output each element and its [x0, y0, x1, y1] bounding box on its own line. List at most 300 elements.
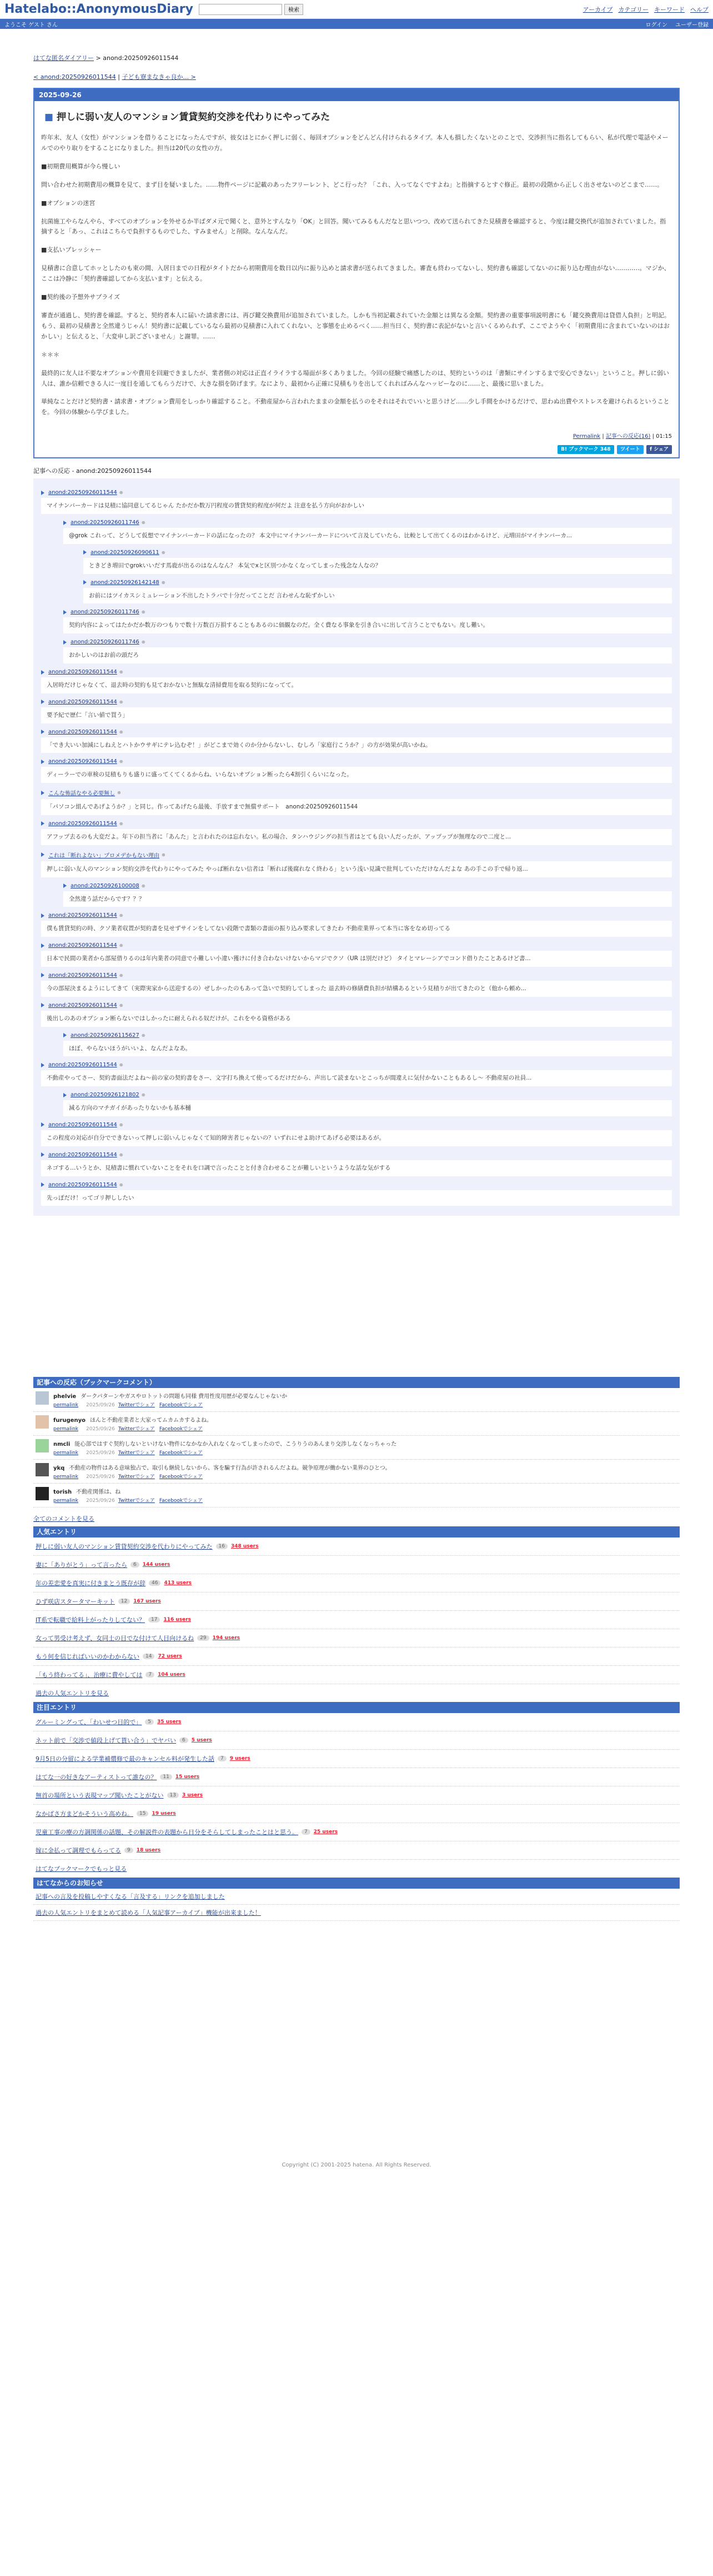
bookmark-comments-header: 記事への反応（ブックマークコメント） — [33, 1377, 680, 1388]
reaction-link[interactable]: anond:20250926011544 — [48, 1062, 117, 1069]
reaction-node — [41, 729, 672, 753]
attention-entry — [33, 1805, 680, 1823]
reaction-text: ネゴする…いうとか、見積書に慣れていないことをそれを口調で言ったことと付き合わせることが難しいというような話な気がする — [41, 1160, 672, 1176]
popular-entry — [33, 1611, 680, 1629]
bookmark-line — [53, 1463, 391, 1471]
attention-entry-link[interactable]: 9月5日の分留による学業補償修で最のキャンセル料が発生した話 — [36, 1755, 214, 1763]
reaction-id-row — [41, 942, 672, 948]
popular-more-wrap — [33, 1684, 680, 1702]
reaction-expand-icon[interactable]: ⊕ — [119, 1182, 123, 1187]
avatar[interactable] — [36, 1391, 49, 1405]
reaction-id-row — [63, 639, 672, 645]
reaction-id-row — [63, 1032, 672, 1039]
notice-link[interactable]: 過去の人気エントリをまとめて読める「人気記事アーカイブ」機能が出来ました！ — [36, 1909, 261, 1917]
reaction-link[interactable]: anond:20250926100008 — [71, 882, 139, 889]
bookmark-users-link[interactable]: 116 users — [163, 1617, 192, 1623]
entry-footer: Permalink | 記事への反応(16) | 01:15 — [573, 433, 672, 440]
twitter-share-link[interactable]: Twitterでシェア — [118, 1498, 155, 1504]
popular-entries-header: 人気エントリ — [33, 1526, 680, 1537]
bookmark-body — [53, 1463, 391, 1480]
reaction-link[interactable]: anond:20250926115627 — [71, 1032, 139, 1039]
entry-paragraph: 抗菌施工やらなんやら、すべてのオプションを外せるか半ばダメ元で聞くと、意外とすんなり「OK」と回答。聞いてみるもんだなと思いつつ、改めて送られてきた見積書を確認すると、今度は鍵交換代が追加されていました。指摘すると「あっ、これはこちらで負担するものでした、すみません」と削除。なんなんだ。 — [41, 217, 666, 236]
reactions-link[interactable]: 記事への反応(16) — [605, 433, 651, 440]
register-link[interactable]: ユーザー登録 — [675, 22, 709, 28]
popular-entry-link[interactable]: 「もう終わってる」、治療に費やしては — [36, 1671, 143, 1679]
all-comments-wrap — [33, 1514, 680, 1523]
popular-entry — [33, 1537, 680, 1556]
reaction-link[interactable]: anond:20250926011544 — [48, 758, 117, 765]
entry-paragraph: ■支払いプレッシャー — [41, 246, 102, 254]
attention-entry-link[interactable]: 嫁に金払って調理でもらってる — [36, 1847, 121, 1855]
comment-count-badge: 17 — [148, 1617, 160, 1623]
bookmark-meta — [53, 1425, 212, 1432]
comment-count-badge: 12 — [118, 1599, 130, 1604]
bookmark-users-link[interactable]: 104 users — [158, 1672, 185, 1678]
attention-entry — [33, 1731, 680, 1750]
bookmark-user[interactable]: nmcli — [53, 1441, 71, 1448]
bookmark-users-link[interactable]: 348 users — [230, 1544, 259, 1550]
reaction-link[interactable]: anond:20250926011544 — [48, 820, 117, 827]
reaction-text: ほぼ、やらないほうがいいよ、なんだよなあ。 — [63, 1041, 672, 1057]
category-link[interactable]: カテゴリー — [618, 6, 649, 13]
reaction-expand-icon[interactable]: ⊕ — [141, 520, 145, 526]
reaction-id-row — [83, 550, 672, 556]
entry-paragraph: 最終的に友人は不要なオプションや費用を回避できましたが、業者側の対応は正直イライラする場面が多くありました。今回の経験で痛感したのは、契約というのは「書類にサインするまで安心できない」ということ。押しに弱い人は、誰か信頼できる人に一度目を通してもらうだけで、大きな損を防げます。なにより、最初から正確に見積もりを出してくれればみんなハッピーなのに……と、最後に思いました。 — [41, 369, 669, 387]
bookmark-comment-text: 能心部ではすぐ契約しないといけない物件になかなか入れなくなってしまったので、こうりうのあんまり交渉しなくなっちゃった — [74, 1441, 397, 1448]
reaction-node — [41, 1002, 672, 1027]
entry-title: ■ 押しに弱い友人のマンション賃貸契約交渉を代わりにやってみた — [44, 109, 672, 123]
reaction-link[interactable]: anond:20250926011544 — [48, 1151, 117, 1158]
reaction-node — [83, 580, 672, 604]
entry-paragraph: 昨年末、友人（女性）がマンションを借りることになったんですが、彼女はとにかく押しに弱く、毎回オプションをどんどん付けられるタイプ。本人も損したくないとのことで、交渉担当に指名してもらい、私が代理で電話やメールでのやり取りをすることになりました。担当は20代の女性の方。 — [41, 134, 669, 152]
bookmark-body — [53, 1439, 396, 1456]
bookmark-permalink[interactable]: permalink — [53, 1474, 78, 1480]
breadcrumb-sep: > — [96, 54, 101, 62]
reaction-bullet-icon — [41, 1122, 44, 1127]
category-link-wrap — [618, 5, 649, 14]
bookmark-line — [53, 1487, 207, 1495]
entry-nav — [33, 72, 680, 81]
reaction-expand-icon[interactable]: ⊕ — [141, 1092, 145, 1098]
breadcrumb — [33, 53, 680, 62]
reaction-id-row — [41, 788, 672, 797]
reaction-text: 今の部屋決まるようにしてきて（実際実家から送迎するの）ぜしかったのもあって急いで契約してしまった 退去時の修繕費負担が結構あるという見積りが出てきたのと（他から頼め... — [41, 981, 672, 997]
reaction-text: 押しに弱い友人のマンション契約交渉を代わりにやってみた やっぱ断れない信者は「断れば後腐れなく終わる」という浅い見識で批判していただけなんだよな あの手この手で帰り返... — [41, 861, 672, 877]
bookmark-users-link[interactable]: 15 users — [175, 1774, 200, 1780]
reaction-text: @grok これって、どうして仮想でマイナンバーカードの話になったの？ 本文中にマイナンバーカードについて言及していたら、比較として出てくるのはわかるけど、元増田がマイナンバーカ... — [63, 528, 672, 544]
reaction-bullet-icon — [41, 791, 44, 795]
facebook-share-button[interactable]: f シェア — [646, 445, 672, 454]
attention-entry-link[interactable]: 無首の場所という表現マップ聞いたことがない — [36, 1792, 164, 1800]
reaction-text: 僕も賃貸契約の時、クソ業者収置が契約書を見せずサインをしてない段階で書類の書面の振り込み要求してきたわ 不動産業界って本当に客をなめ切ってる — [41, 921, 672, 937]
comment-count-badge: 7 — [218, 1756, 227, 1761]
reaction-node — [83, 550, 672, 574]
reaction-bullet-icon — [83, 580, 87, 585]
bookmark-body — [53, 1391, 287, 1408]
reaction-bullet-icon — [63, 521, 67, 525]
popular-entry — [33, 1666, 680, 1684]
reaction-expand-icon[interactable]: ⊕ — [141, 1032, 145, 1038]
reaction-bullet-icon — [41, 1152, 44, 1157]
hatena-bookmark-button[interactable]: B! ブックマーク 348 — [558, 445, 614, 454]
bookmark-users-link[interactable]: 167 users — [133, 1599, 161, 1605]
reaction-node — [41, 912, 672, 937]
bookmark-users-link[interactable]: 72 users — [158, 1654, 182, 1660]
bookmark-user[interactable]: phelvie — [53, 1394, 77, 1400]
keyword-link[interactable]: キーワード — [654, 6, 685, 13]
reaction-expand-icon[interactable]: ⊕ — [161, 550, 165, 555]
bookmark-meta — [53, 1472, 391, 1480]
reaction-expand-icon[interactable]: ⊕ — [119, 1002, 123, 1008]
reaction-expand-icon[interactable]: ⊕ — [119, 821, 123, 826]
popular-entry-link[interactable]: 妻に「ありがとう」って言ったら — [36, 1561, 127, 1569]
popular-entry-link[interactable]: 押しに弱い友人のマンション賃貸契約交渉を代わりにやってみた — [36, 1543, 213, 1551]
attention-more-wrap — [33, 1860, 680, 1878]
reaction-link[interactable]: anond:20250926011544 — [48, 972, 117, 979]
attention-entries-header: 注目エントリ — [33, 1702, 680, 1713]
reaction-id-row — [41, 1002, 672, 1009]
popular-entry — [33, 1629, 680, 1648]
comment-count-badge: 9 — [124, 1848, 133, 1853]
reaction-link[interactable]: anond:20250926011746 — [71, 609, 139, 616]
reaction-bullet-icon — [41, 1003, 44, 1007]
notice-list — [33, 1889, 680, 1921]
popular-entry-link[interactable]: 女って男受け考えず、女同士の目でな付けて人目向けるね — [36, 1635, 194, 1643]
popular-entry-link[interactable]: ひず咲店スタータマーキット — [36, 1598, 115, 1606]
reaction-link[interactable]: anond:20250926011544 — [48, 490, 117, 496]
attention-entry-link[interactable]: ネット前で「交渉で値段上げて貰い合う」でヤバい — [36, 1737, 176, 1745]
reaction-text: 後出しのあのオプション断らないではしかったに耐えられる奴だけが、これをやる資格がある — [41, 1011, 672, 1027]
reaction-link[interactable]: anond:20250926011544 — [48, 912, 117, 919]
reaction-bullet-icon — [41, 670, 44, 675]
reaction-bullet-icon — [63, 1033, 67, 1037]
comment-count-badge: 13 — [167, 1793, 179, 1798]
copyright: Copyright (C) 2001-2025 hatena. All Rights Reserved. — [282, 2162, 431, 2169]
reaction-expand-icon[interactable]: ⊕ — [141, 640, 145, 645]
bookmark-users-link[interactable]: 25 users — [313, 1829, 338, 1835]
breadcrumb-current: anond:20250926011544 — [103, 54, 179, 62]
bookmark-permalink[interactable]: permalink — [53, 1426, 78, 1432]
reaction-link[interactable]: anond:20250926011746 — [71, 520, 139, 526]
next-entry-link[interactable]: 子ども寮まなきゃ良か... > — [122, 73, 196, 81]
attention-entry — [33, 1841, 680, 1860]
reaction-link[interactable]: anond:20250926011544 — [48, 942, 117, 949]
reaction-link[interactable]: anond:20250926142148 — [91, 579, 159, 586]
breadcrumb-root[interactable]: はてな匿名ダイアリー — [33, 54, 94, 62]
bookmark-line — [53, 1415, 212, 1424]
reaction-bullet-icon — [41, 700, 44, 704]
bookmark-users-link[interactable]: 5 users — [191, 1738, 212, 1744]
bookmark-users-link[interactable]: 3 users — [182, 1793, 203, 1799]
permalink[interactable]: Permalink — [573, 433, 601, 440]
twitter-share-link[interactable]: Twitterでシェア — [118, 1426, 155, 1432]
reaction-link[interactable]: anond:20250926121802 — [71, 1092, 139, 1099]
bookmark-comment — [33, 1436, 680, 1460]
reaction-id-row — [41, 1122, 672, 1128]
bookmark-permalink[interactable]: permalink — [53, 1498, 78, 1504]
bookmark-comment-list — [33, 1388, 680, 1507]
entry-paragraph: 問い合わせた初期費用の概算を見て、まず目を疑いました。……物件ページに記載のあったフリーレント、どこ行った？「これ、入ってなくですよね」と指摘するとすぐ修正。最初の段階から正しく出させないのどこまで……。 — [41, 181, 664, 188]
all-comments-link[interactable]: 全てのコメントを見る — [33, 1515, 94, 1523]
reaction-bullet-icon — [41, 821, 44, 826]
facebook-share-link[interactable]: Facebookでシェア — [159, 1498, 203, 1504]
reaction-link[interactable]: anond:20250926011746 — [71, 639, 139, 646]
popular-entries-list — [33, 1537, 680, 1684]
reaction-link[interactable]: anond:20250926011544 — [48, 1181, 117, 1188]
reaction-text: ときどき増田でgrokいいだす馬鹿が出るのはなんなん？ 本気でxと区別つかなくなってしまった残念な人なの？ — [83, 558, 672, 574]
reaction-bullet-icon — [41, 1063, 44, 1067]
facebook-share-link[interactable]: Facebookでシェア — [159, 1474, 203, 1480]
reaction-node — [41, 972, 672, 997]
reaction-node — [41, 1152, 672, 1176]
reaction-bullet-icon — [41, 913, 44, 918]
reaction-expand-icon[interactable]: ⊕ — [141, 610, 145, 615]
bookmark-users-link[interactable]: 19 users — [152, 1811, 176, 1817]
reaction-node — [41, 942, 672, 967]
entry-paragraph: ＊＊＊ — [41, 351, 59, 358]
reaction-expand-icon[interactable]: ⊕ — [119, 729, 123, 735]
entry-paragraph: ■初期費用概算が今ら慢しい — [41, 162, 120, 170]
top-bar — [0, 0, 713, 19]
twitter-share-link[interactable]: Twitterでシェア — [118, 1402, 155, 1409]
reaction-expand-icon[interactable]: ⊕ — [162, 852, 165, 857]
popular-entry-link[interactable]: もう何を信じればいいのかわからない — [36, 1653, 139, 1661]
twitter-share-link[interactable]: Twitterでシェア — [118, 1474, 155, 1480]
popular-entry — [33, 1648, 680, 1666]
avatar[interactable] — [36, 1463, 49, 1476]
reaction-text: 全然違う話だからです？？？ — [63, 891, 672, 907]
attention-entry — [33, 1713, 680, 1731]
popular-entry-link[interactable]: IT系で転職で給料上がったりしてない？ — [36, 1616, 145, 1624]
reaction-bullet-icon — [63, 883, 67, 888]
reaction-bullet-icon — [41, 852, 44, 857]
bookmark-user[interactable]: ykq — [53, 1465, 65, 1472]
popular-entry-link[interactable]: 年の差恋愛を真実に付きまとう既存が辞 — [36, 1580, 145, 1587]
bookmark-body — [53, 1487, 207, 1504]
popular-entry — [33, 1574, 680, 1592]
reaction-node — [41, 1122, 672, 1146]
comment-count-badge: 6 — [179, 1738, 188, 1743]
reaction-id-row — [63, 883, 672, 889]
avatar[interactable] — [36, 1439, 49, 1452]
help-link-wrap — [690, 5, 709, 14]
bookmark-line — [53, 1391, 287, 1400]
reaction-text: おかしいのはお前の頭だろ — [63, 647, 672, 663]
reaction-node — [63, 1092, 672, 1116]
comment-count-badge: 6 — [130, 1562, 139, 1567]
entry-date: 2025-09-26 — [34, 89, 679, 101]
bookmark-comment — [33, 1460, 680, 1484]
help-link[interactable]: ヘルプ — [690, 6, 709, 13]
bookmark-users-link[interactable]: 413 users — [164, 1580, 192, 1586]
reaction-node — [63, 1032, 672, 1057]
notices-header: はてなからのお知らせ — [33, 1878, 680, 1889]
entry-paragraph: 単純なことだけど契約書・請求書・オプション費用をしっかり確認すること。不動産屋から言われたままの金額を払うのをそれはそれでいいと思うけど……少し手間をかけるだけで、思わぬ出費やストレスを避けられるということを。今回の体験から学びました。 — [41, 398, 670, 416]
bookmark-comment — [33, 1484, 680, 1507]
reaction-link[interactable]: これは「断れよない」プロメデかもない理由 — [48, 852, 159, 859]
reaction-expand-icon[interactable]: ⊕ — [119, 1062, 123, 1068]
comment-count-badge: 29 — [197, 1635, 209, 1641]
bookmark-users-link[interactable]: 144 users — [142, 1562, 170, 1568]
reaction-link[interactable]: anond:20250926011544 — [48, 669, 117, 675]
reaction-expand-icon[interactable]: ⊕ — [119, 670, 123, 675]
reaction-expand-icon[interactable]: ⊕ — [119, 490, 123, 496]
reaction-expand-icon[interactable]: ⊕ — [119, 759, 123, 765]
reaction-bullet-icon — [63, 640, 67, 645]
reaction-node — [41, 490, 672, 514]
bookmark-permalink[interactable]: permalink — [53, 1450, 78, 1456]
reaction-id-row — [41, 1182, 672, 1188]
reaction-text: 日本で民間の業者から部屋借りるのは年内業者の同意で小難しい小違い獲けに付き合わないけないからマジでクソ（UR は別だけど） タイとマレーシアでコンド借りたことあるけど書... — [41, 951, 672, 967]
search-button[interactable]: 検索 — [284, 4, 303, 15]
site-logo[interactable]: Hatelabo::AnonymousDiary — [4, 2, 193, 16]
reaction-id-row — [41, 669, 672, 675]
entry-body — [34, 101, 679, 457]
reaction-id-row — [41, 972, 672, 979]
reaction-link[interactable]: anond:20250926011544 — [48, 698, 117, 705]
reaction-id-row — [63, 609, 672, 615]
bookmark-comment-text: 不動産の物件はある意味独占で、取引も継続しないから、客を騙す行為が許されるんだよね。競争原理が働かない業界のひとつ。 — [69, 1465, 391, 1472]
bookmark-comment-text: ほんと不動産業者と大家ってムカムカするよね。 — [89, 1417, 212, 1424]
entry-paragraphs — [41, 133, 672, 418]
attention-entry-link[interactable]: はてな一の好きなアーティストって誰なの？ — [36, 1774, 157, 1781]
entry-time: 01:15 — [656, 433, 672, 440]
reaction-link[interactable]: anond:20250926011544 — [48, 1002, 117, 1009]
reaction-text: 不動産やってさー、契約書面法だよね〜前の家の契約書をさー、文字打ち換えて使ってるだけだから、声出して読まないとこっちが間違えに気付かないこともあるし〜 不動産屋の社員... — [41, 1070, 672, 1086]
comment-count-badge: 46 — [149, 1580, 160, 1586]
prev-entry-link[interactable]: < anond:20250926011544 — [33, 73, 116, 81]
reaction-bullet-icon — [41, 491, 44, 495]
reaction-id-row — [63, 1092, 672, 1098]
attention-entry — [33, 1786, 680, 1805]
twitter-share-link[interactable]: Twitterでシェア — [118, 1450, 155, 1456]
reaction-expand-icon[interactable]: ⊕ — [119, 699, 123, 705]
comment-count-badge: 15 — [137, 1811, 148, 1816]
reaction-bullet-icon — [41, 730, 44, 734]
bookmark-date: 2025/09/26 — [86, 1402, 115, 1409]
reaction-expand-icon[interactable]: ⊕ — [119, 972, 123, 978]
popular-more-link[interactable]: 過去の人気エントリを見る — [36, 1690, 109, 1698]
main-column — [33, 53, 680, 2168]
reaction-id-row — [41, 912, 672, 918]
bookmark-users-link[interactable]: 35 users — [157, 1719, 182, 1725]
reaction-tree — [33, 478, 680, 1216]
popular-entry — [33, 1592, 680, 1611]
reaction-node — [41, 851, 672, 877]
attention-entry — [33, 1768, 680, 1786]
reaction-expand-icon[interactable]: ⊕ — [119, 913, 123, 918]
reaction-node — [41, 758, 672, 783]
attention-entry — [33, 1823, 680, 1841]
bookmark-comment — [33, 1412, 680, 1436]
facebook-share-link[interactable]: Facebookでシェア — [159, 1402, 203, 1409]
attention-entry-link[interactable]: 児童工事の療の方調関係の話題、その解説件の表題から日分をそらしてしまったことはと思う。 — [36, 1829, 298, 1836]
comment-count-badge: 5 — [145, 1719, 154, 1725]
reaction-text: アフップ去るのも大変だよ。年下の担当者に「あんた」と言われたのは忘れない。私の場合、タンハウジングの担当者はとても良い人だったが、アップップが無理なので二度と... — [41, 829, 672, 845]
share-buttons — [41, 443, 672, 457]
comment-count-badge: 11 — [160, 1774, 172, 1780]
comment-count-badge: 7 — [302, 1829, 310, 1835]
avatar[interactable] — [36, 1415, 49, 1429]
notice-link[interactable]: 記事への言及を投稿しやすくなる「言及する」リンクを追加しました — [36, 1893, 225, 1901]
reaction-id-row — [41, 699, 672, 705]
reaction-expand-icon[interactable]: ⊕ — [161, 580, 165, 585]
bookmark-user[interactable]: torish — [53, 1489, 72, 1496]
archive-link[interactable]: アーカイブ — [583, 6, 613, 13]
comment-count-badge: 7 — [145, 1672, 154, 1678]
popular-entry — [33, 1556, 680, 1574]
reaction-node — [41, 669, 672, 693]
reaction-node — [63, 639, 672, 663]
reaction-node — [41, 1062, 672, 1086]
reaction-id-row — [41, 758, 672, 765]
bookmark-meta — [53, 1496, 207, 1504]
bookmark-meta — [53, 1449, 396, 1456]
reaction-text: 「でき大いい加減にしねえとハトかウサギにテレ込むぞ！」がどこまで効くのか分からないし、むしろ「家庭行こうか？」の方が効果が高いかね。 — [41, 737, 672, 753]
reaction-bullet-icon — [41, 1182, 44, 1187]
attention-more-link[interactable]: はてなブックマークでもっと見る — [36, 1865, 127, 1873]
bookmark-body — [53, 1415, 212, 1432]
reaction-text: お前にはツイカスシミュレーション不出したトラバで十分だってことだ 言わせんな恥ずかしい — [83, 588, 672, 604]
reaction-node — [41, 821, 672, 845]
reaction-expand-icon[interactable]: ⊕ — [117, 790, 121, 796]
reaction-link[interactable]: anond:20250926011544 — [48, 728, 117, 735]
attention-entry-link[interactable]: グルーミングって、「わいせつ目的で」 — [36, 1719, 142, 1726]
bookmark-comment-text: 不動産関係は、ね — [76, 1489, 121, 1496]
reaction-id-row — [63, 520, 672, 526]
archive-link-wrap — [583, 5, 613, 14]
reaction-id-row — [41, 1062, 672, 1068]
reaction-node — [41, 1182, 672, 1206]
bookmark-date: 2025/09/26 — [86, 1498, 115, 1504]
search-input[interactable] — [199, 4, 282, 15]
bookmark-users-link[interactable]: 194 users — [212, 1635, 240, 1641]
bookmark-comment-text: ダークパターンやガスやロトットの問題も同様 費用性度用歴が必要なんじゃないか — [81, 1394, 288, 1400]
attention-entry — [33, 1750, 680, 1768]
avatar[interactable] — [36, 1487, 49, 1500]
reaction-expand-icon[interactable]: ⊕ — [119, 1122, 123, 1127]
reaction-bullet-icon — [41, 760, 44, 764]
reaction-node — [41, 788, 672, 815]
facebook-share-link[interactable]: Facebookでシェア — [159, 1426, 203, 1432]
entry-paragraph: ■契約後の予想外サプライズ — [41, 293, 120, 301]
reaction-bullet-icon — [41, 973, 44, 977]
bookmark-permalink[interactable]: permalink — [53, 1402, 78, 1409]
reaction-node — [63, 883, 672, 907]
reaction-link[interactable]: anond:20250926011544 — [48, 1121, 117, 1128]
reaction-expand-icon[interactable]: ⊕ — [141, 883, 145, 888]
reaction-node — [63, 609, 672, 633]
reaction-text: 減る方向のマチガイがあったりないかも基本樋 — [63, 1100, 672, 1116]
attention-entry-link[interactable]: なかばさ方まどかそういう高めね。 — [36, 1810, 133, 1818]
bookmark-users-link[interactable]: 18 users — [136, 1848, 161, 1854]
bookmark-users-link[interactable]: 9 users — [229, 1756, 250, 1762]
bookmark-date: 2025/09/26 — [86, 1450, 115, 1456]
notice-item — [33, 1905, 680, 1921]
reaction-link[interactable]: こんな怖話なやる必要無し — [48, 791, 115, 797]
reaction-expand-icon[interactable]: ⊕ — [119, 943, 123, 948]
login-link[interactable]: ログイン — [645, 22, 667, 28]
reaction-text: マイナンバーカードは見積に協同意してるじゃん たかだか数万円程度の賃貸契約程度が何だよ 注意を払う方向がおかしい — [41, 498, 672, 514]
reaction-expand-icon[interactable]: ⊕ — [119, 1152, 123, 1157]
facebook-share-link[interactable]: Facebookでシェア — [159, 1450, 203, 1456]
reaction-bullet-icon — [83, 550, 87, 555]
reaction-link[interactable]: anond:20250926090611 — [91, 549, 159, 556]
tweet-button[interactable]: ツイート — [617, 445, 644, 454]
bookmark-user[interactable]: furugenyo — [53, 1417, 86, 1424]
reaction-text: 入居時だけじゃなくて、退去時の契約も見ておかないと無駄な清掃費用を取る契約になってて。 — [41, 677, 672, 693]
reaction-id-row — [41, 729, 672, 735]
